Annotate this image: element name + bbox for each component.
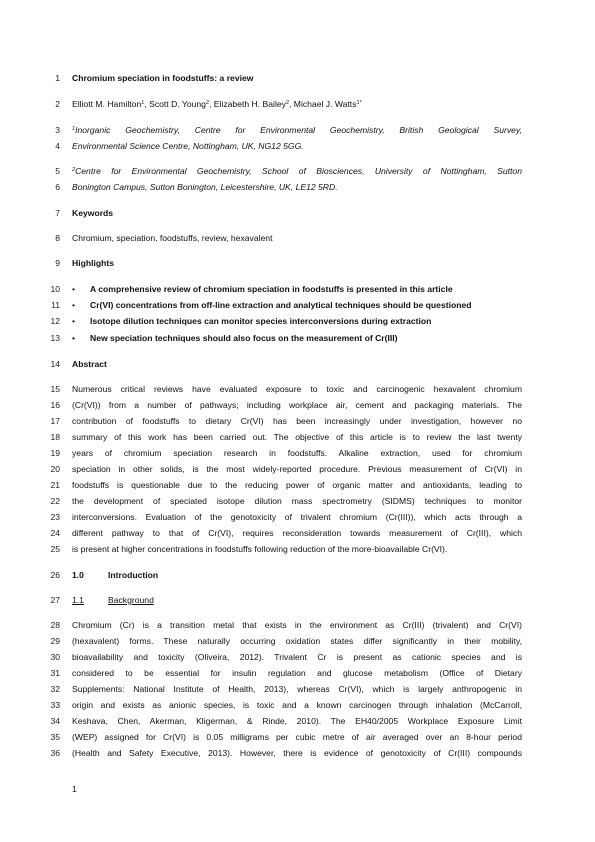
affiliation-text: Inorganic Geochemistry, Centre for Environmental Geochemistry, British Geological Survey, — [75, 125, 522, 135]
line-number: 22 — [50, 496, 60, 506]
line-number: 4 — [55, 141, 60, 151]
line-number: 27 — [50, 595, 60, 605]
section-title: Introduction — [108, 570, 159, 580]
line-number: 25 — [50, 544, 60, 554]
line-number: 33 — [50, 700, 60, 710]
author-name: Elizabeth H. Bailey — [213, 99, 286, 109]
line-number: 19 — [50, 448, 60, 458]
body-line: considered to be essential for insulin regulation and glucose metabolism (Office of Dietary — [72, 668, 522, 678]
abstract-line: summary of this work has been carried out. The objective of this article is to review the last twenty — [72, 432, 522, 442]
highlight-item: A comprehensive review of chromium speciation in foodstuffs is presented in this article — [90, 284, 453, 294]
affiliation-2-line-2: Bonington Campus, Sutton Bonington, Leicestershire, UK, LE12 5RD. — [72, 182, 338, 192]
body-line: Supplements: National Institute of Health, 2013), whereas Cr(VI), which is largely anthropogenic in — [72, 684, 522, 694]
abstract-line: foodstuffs is questionable due to the reducing power of organic matter and antioxidants, leading to — [72, 480, 522, 490]
line-number: 31 — [50, 668, 60, 678]
body-line: (hexavalent) forms. These naturally occurring oxidation states differ significantly in their mobility, — [72, 636, 522, 646]
abstract-line: years of chromium speciation research in foodstuffs. Alkaline extraction, used for chromium — [72, 448, 522, 458]
keywords-heading: Keywords — [72, 208, 114, 218]
section-number: 1.0 — [72, 570, 84, 580]
body-line: bioavailability and toxicity (Oliveira, 2012). Trivalent Cr is present as cationic species and is — [72, 652, 522, 662]
line-number: 1 — [55, 73, 60, 83]
line-number: 32 — [50, 684, 60, 694]
highlight-item: New speciation techniques should also focus on the measurement of Cr(III) — [90, 333, 398, 343]
abstract-heading: Abstract — [72, 359, 107, 369]
line-number: 14 — [50, 359, 60, 369]
author-affiliation-marker: 2 — [205, 100, 210, 106]
affiliation-2-line-1 — [72, 166, 522, 177]
affiliation-1-line-1 — [72, 125, 522, 136]
line-number: 18 — [50, 432, 60, 442]
author-separator: , — [289, 99, 294, 109]
body-line: Chromium (Cr) is a transition metal that exists in the environment as Cr(III) (trivalent) and Cr(VI) — [72, 620, 522, 630]
line-number: 11 — [51, 300, 60, 310]
affiliation-1-line-2: Environmental Science Centre, Nottingham, UK, NG12 5GG. — [72, 141, 304, 151]
keywords-text: Chromium, speciation, foodstuffs, review, hexavalent — [72, 233, 273, 243]
line-number: 20 — [50, 464, 60, 474]
line-number: 16 — [50, 400, 60, 410]
line-number: 36 — [50, 748, 60, 758]
author-name: Scott D. Young — [149, 99, 206, 109]
line-number: 7 — [55, 208, 60, 218]
body-line: (WEP) assigned for Cr(VI) is 0.05 milligrams per cubic metre of air averaged over an 8-hour period — [72, 732, 522, 742]
line-number: 21 — [50, 480, 60, 490]
abstract-line: contribution of foodstuffs to dietary Cr(VI) has been increasingly under investigation, however no — [72, 416, 522, 426]
abstract-line: the development of speciated isotope dilution mass spectrometry (SIDMS) techniques to monitor — [72, 496, 522, 506]
abstract-line: different pathway to that of Cr(VI), requires reconsideration towards measurement of Cr(III), which — [72, 528, 522, 538]
bullet-icon: • — [72, 316, 76, 326]
line-number: 30 — [50, 652, 60, 662]
highlight-item: Cr(VI) concentrations from off-line extraction and analytical techniques should be questioned — [90, 300, 472, 310]
subsection-title: Background — [108, 595, 154, 605]
line-number: 28 — [50, 620, 60, 630]
line-number: 17 — [50, 416, 60, 426]
author-name: Michael J. Watts — [293, 99, 357, 109]
line-number: 35 — [50, 732, 60, 742]
abstract-line: (Cr(VI)) from a number of pathways; including workplace air, cement and packaging materials. The — [72, 400, 522, 410]
author-affiliation-marker: 2 — [285, 100, 289, 106]
affiliation-marker: 1 — [72, 126, 76, 132]
highlight-item: Isotope dilution techniques can monitor species interconversions during extraction — [90, 316, 432, 326]
author-separator: , — [209, 99, 214, 109]
line-number: 6 — [55, 182, 60, 192]
abstract-line: interconversions. Evaluation of the genotoxicity of trivalent chromium (Cr(III)), which acts through a — [72, 512, 522, 522]
affiliation-marker: 2 — [72, 167, 76, 173]
line-number: 26 — [50, 570, 60, 580]
abstract-line: Numerous critical reviews have evaluated exposure to toxic and carcinogenic hexavalent chromium — [72, 384, 522, 394]
abstract-line: is present at higher concentrations in foodstuffs following reduction of the more-bioavailable Cr(VI). — [72, 544, 448, 554]
author-name: Elliott M. Hamilton — [72, 99, 142, 109]
line-number: 24 — [50, 528, 60, 538]
author-separator: , — [144, 99, 150, 109]
bullet-icon: • — [72, 333, 76, 343]
line-number: 10 — [50, 284, 60, 294]
bullet-icon: • — [72, 284, 76, 294]
line-number: 8 — [55, 233, 60, 243]
affiliation-text: Centre for Environmental Geochemistry, School of Biosciences, University of Nottingham, Sutton — [75, 166, 522, 176]
line-number: 23 — [50, 512, 60, 522]
page-number: 1 — [72, 784, 77, 794]
paper-title: Chromium speciation in foodstuffs: a review — [72, 73, 254, 83]
author-affiliation-marker: 1 — [141, 100, 145, 106]
line-number: 13 — [50, 333, 60, 343]
abstract-line: speciation in other solids, is the most widely-reported procedure. Previous measurement of Cr(VI) in — [72, 464, 522, 474]
line-number: 15 — [50, 384, 60, 394]
author-affiliation-marker: 1* — [356, 100, 362, 106]
line-number: 3 — [55, 125, 60, 135]
subsection-number: 1.1 — [72, 595, 84, 605]
author-list — [72, 99, 522, 110]
line-number: 2 — [55, 99, 60, 109]
highlights-heading: Highlights — [72, 258, 115, 268]
body-line: origin and exists as anionic species, is toxic and a known carcinogen through inhalation (McCarroll, — [72, 700, 522, 710]
line-number: 9 — [55, 258, 60, 268]
line-number: 29 — [50, 636, 60, 646]
line-number: 34 — [50, 716, 60, 726]
line-number: 12 — [50, 316, 60, 326]
body-line: (Health and Safety Executive, 2013). However, there is evidence of genotoxicity of Cr(III) compounds — [72, 748, 522, 758]
line-number: 5 — [55, 166, 60, 176]
body-line: Keshava, Chen, Akerman, Kligerman, & Rinde, 2010). The EH40/2005 Workplace Exposure Limit — [72, 716, 522, 726]
bullet-icon: • — [72, 300, 76, 310]
